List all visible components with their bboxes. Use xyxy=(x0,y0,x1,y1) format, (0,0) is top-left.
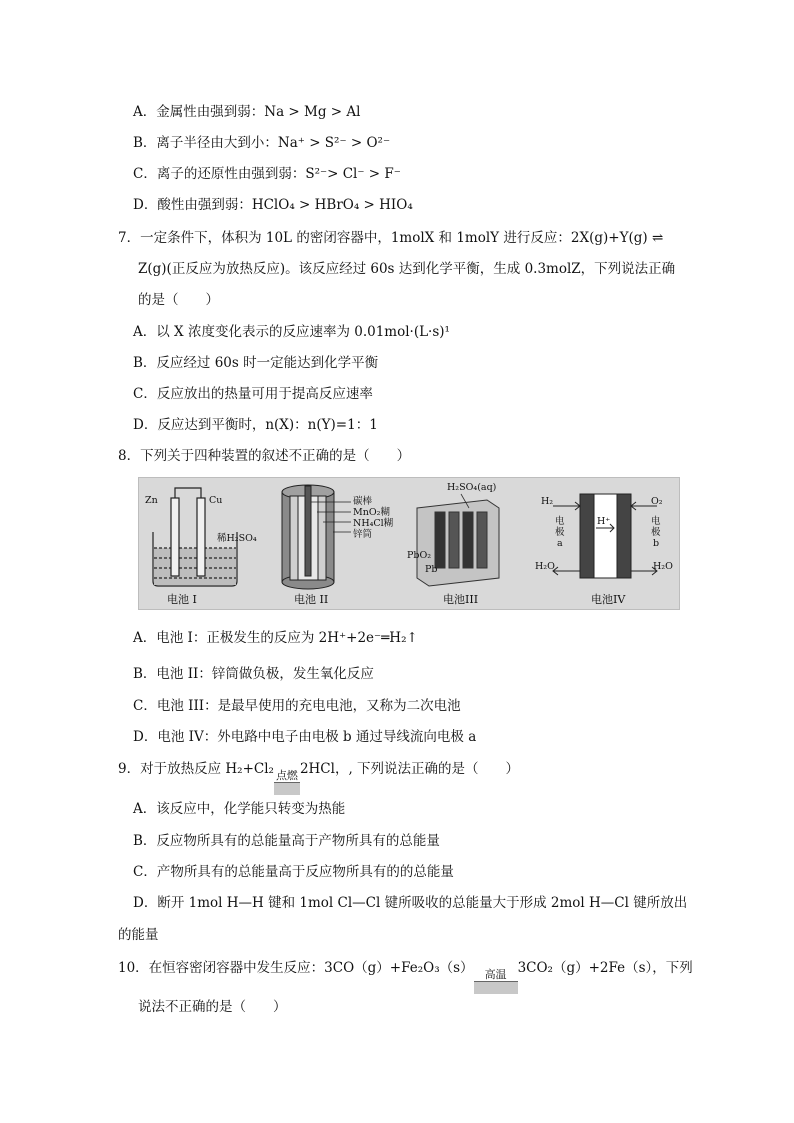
cell3-acid-label: H₂SO₄(aq) xyxy=(447,482,497,493)
cell3-caption: 电池III xyxy=(443,593,479,606)
q7-option-d: D．反应达到平衡时，n(X)：n(Y)=1：1 xyxy=(133,417,378,433)
q10-stem-post: 3CO₂（g）+2Fe（s），下列 xyxy=(517,960,693,976)
cell4-o2-label: O₂ xyxy=(651,496,663,507)
cell4-h2o-left-label: H₂O xyxy=(535,561,555,572)
cell2-label-2: MnO₂糊 xyxy=(353,507,390,518)
cell1-caption: 电池 I xyxy=(167,593,197,606)
option-text: Na⁺ > S²⁻ > O²⁻ xyxy=(277,135,391,151)
q8-option-a: A．电池 I：正极发生的反应为 2H⁺+2e⁻═H₂↑ xyxy=(133,630,418,646)
q6-option-d xyxy=(133,195,413,215)
q9-option-b: B．反应物所具有的总能量高于产物所具有的总能量 xyxy=(133,833,440,849)
cell4-electrode-b-3: b xyxy=(653,538,660,549)
cell4-electrode-b-2: 极 xyxy=(651,527,661,538)
cell4-h2-label: H₂ xyxy=(541,496,554,507)
cell3-pbo2-label: PbO₂ xyxy=(407,550,432,561)
q7-stem-line2: Z(g)(正反应为放热反应)。该反应经过 60s 达到化学平衡，生成 0.3molZ，下列说法正确 xyxy=(138,261,676,277)
option-label: B．离子半径由大到小： xyxy=(133,135,278,151)
option-text: Na > Mg > Al xyxy=(264,104,361,120)
cell2-label-4: 锌筒 xyxy=(353,529,373,540)
cell4-fuel-cell xyxy=(553,494,660,578)
q10-stem-line2: 说法不正确的是（ ） xyxy=(138,999,287,1015)
cell4-electrode-a-1: 电 xyxy=(555,516,565,527)
battery-figure xyxy=(138,477,680,610)
q9-stem-pre: 9．对于放热反应 H₂+Cl₂ xyxy=(118,761,274,777)
q9-condition-arrow xyxy=(274,782,300,795)
cell1-zn-label: Zn xyxy=(145,495,158,506)
q7-stem-line1: 7．一定条件下，体积为 10L 的密闭容器中，1molX 和 1molY 进行反应：2X(g)+Y(g) ⇌ xyxy=(118,230,664,246)
q9-reaction-condition xyxy=(274,769,300,795)
option-label: C．离子的还原性由强到弱： xyxy=(133,166,306,182)
cell2-label-1: 碳棒 xyxy=(353,496,373,507)
q6-option-a xyxy=(133,102,360,122)
q9-option-d-line1: D．断开 1mol H—H 键和 1mol Cl—Cl 键所吸收的总能量大于形成 2mol H—Cl 键所放出 xyxy=(133,895,688,911)
cell4-caption: 电池IV xyxy=(591,593,626,606)
q8-option-c: C．电池 III：是最早使用的充电电池，又称为二次电池 xyxy=(133,698,461,714)
q7-option-c: C．反应放出的热量可用于提高反应速率 xyxy=(133,386,373,402)
cell4-electrode-a-2: 极 xyxy=(555,527,565,538)
q8-option-d: D．电池 IV：外电路中电子由电极 b 通过导线流向电极 a xyxy=(133,729,477,745)
q10-condition-arrow xyxy=(474,981,518,994)
q9-stem xyxy=(118,759,519,795)
cell3-pb-label: Pb xyxy=(425,564,438,575)
q7-stem-line3: 的是（ ） xyxy=(138,292,219,308)
q9-stem-post: 2HCl，, 下列说法正确的是（ ） xyxy=(299,761,520,777)
cell4-hplus-label: H⁺ xyxy=(597,516,611,527)
cell1-cu-label: Cu xyxy=(209,495,223,506)
cell2-label-3: NH₄Cl糊 xyxy=(353,518,394,529)
q7-option-b: B．反应经过 60s 时一定能达到化学平衡 xyxy=(133,355,379,371)
q9-condition-label: 点燃 xyxy=(275,769,298,782)
q8-option-b: B．电池 II：锌筒做负极，发生氧化反应 xyxy=(133,666,374,682)
q6-option-b xyxy=(133,133,390,153)
q10-reaction-condition xyxy=(474,968,518,994)
cell4-electrode-a-3: a xyxy=(557,538,563,549)
cell2-dry-cell xyxy=(282,485,351,589)
q9-option-d-line2: 的能量 xyxy=(118,927,159,943)
option-text: HClO₄ > HBrO₄ > HIO₄ xyxy=(251,197,413,213)
q10-condition-label: 高温 xyxy=(484,968,507,981)
cell1-acid-label: 稀H₂SO₄ xyxy=(217,533,257,544)
q10-stem-pre: 10．在恒容密闭容器中发生反应：3CO（g）+Fe₂O₃（s） xyxy=(118,960,474,976)
option-label: A．金属性由强到弱： xyxy=(133,104,265,120)
q6-option-c xyxy=(133,164,401,184)
cell4-h2o-right-label: H₂O xyxy=(653,561,673,572)
q8-stem: 8．下列关于四种装置的叙述不正确的是（ ） xyxy=(118,448,411,464)
cell4-electrode-b-1: 电 xyxy=(651,516,661,527)
cell2-caption: 电池 II xyxy=(294,593,329,606)
q7-option-a: A．以 X 浓度变化表示的反应速率为 0.01mol·(L·s)¹ xyxy=(133,324,450,340)
option-text: S²⁻> Cl⁻ > F⁻ xyxy=(305,166,401,182)
q10-stem xyxy=(118,958,693,994)
option-label: D．酸性由强到弱： xyxy=(133,197,252,213)
q9-option-c: C．产物所具有的总能量高于反应物所具有的的总能量 xyxy=(133,864,454,880)
q9-option-a: A．该反应中，化学能只转变为热能 xyxy=(133,801,346,817)
